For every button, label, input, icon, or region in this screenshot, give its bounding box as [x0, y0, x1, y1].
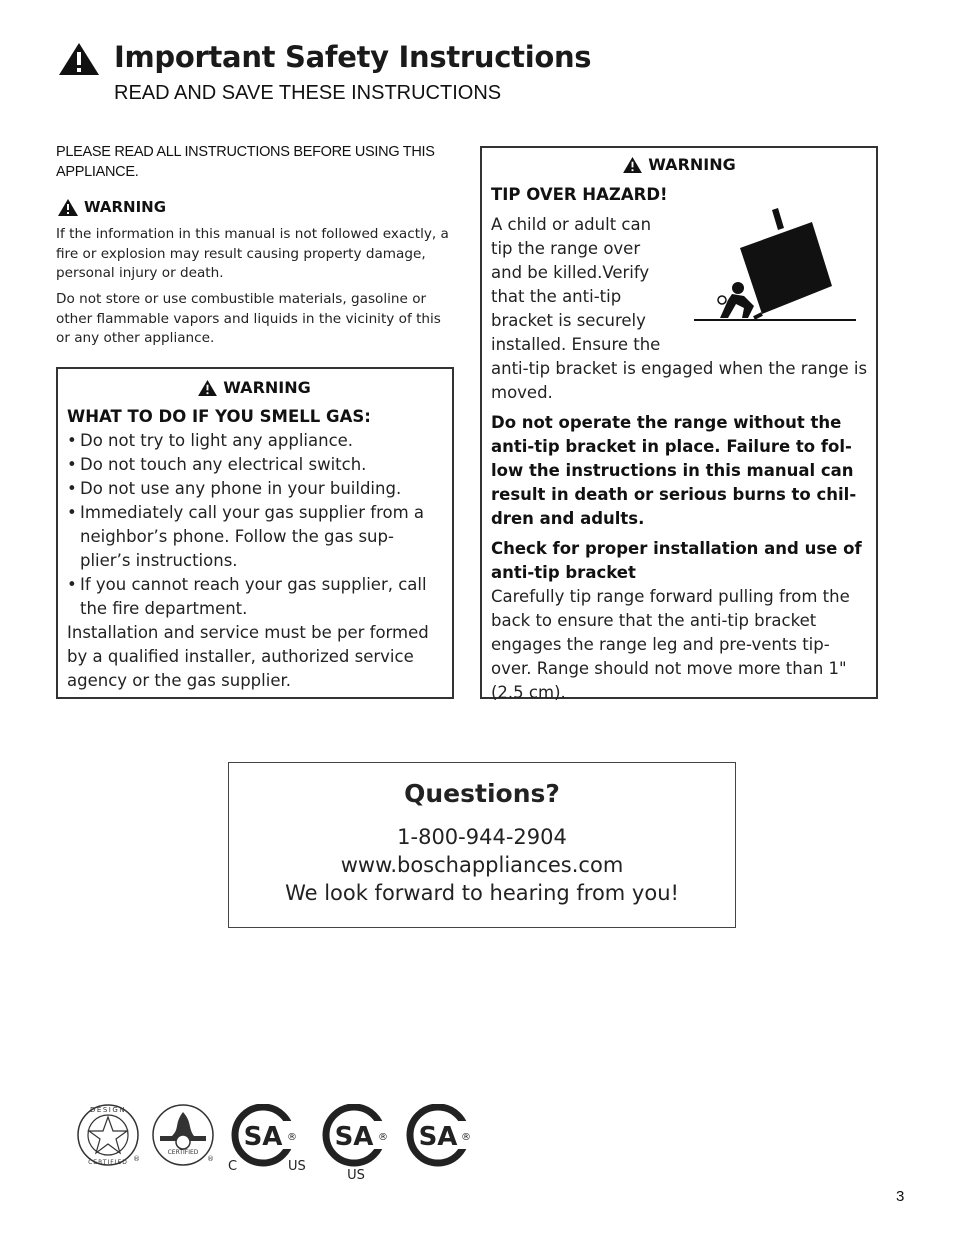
svg-text:US: US — [288, 1159, 306, 1174]
svg-text:®: ® — [378, 1132, 388, 1143]
gas-bullet: • Immediately call your gas supplier from a neighbor’s phone. Follow the gas sup-plier’s instructions. — [67, 501, 442, 573]
page-number: 3 — [896, 1188, 905, 1205]
tip-bold-warning: Do not operate the range without the anti-tip bracket in place. Failure to fol-low the instructions in this manual can result in death or serious burns to chil-dren and adults. — [491, 413, 857, 528]
website-link[interactable]: www.boschappliances.com — [340, 853, 624, 877]
certification-logos — [76, 1104, 476, 1184]
tip-heading: TIP OVER HAZARD! — [491, 185, 668, 204]
svg-text:®: ® — [287, 1132, 297, 1143]
warning-icon — [623, 157, 642, 173]
csa-c-us-logo — [228, 1107, 306, 1174]
svg-text:DESIGN: DESIGN — [90, 1106, 126, 1114]
check-heading: Check for proper installation and use of anti-tip bracket — [491, 539, 862, 582]
header-warning-icon — [58, 42, 100, 80]
tip-intro — [491, 213, 868, 405]
warning-label: WARNING — [223, 378, 311, 397]
questions-box — [228, 762, 736, 928]
svg-text:®: ® — [461, 1132, 471, 1143]
svg-text:®: ® — [207, 1155, 214, 1163]
warning-label: WARNING — [84, 198, 167, 216]
questions-title: Questions? — [404, 779, 560, 808]
page-title: Important Safety Instructions — [114, 40, 592, 74]
read-instructions-notice: PLEASE READ ALL INSTRUCTIONS BEFORE USING THIS APPLIANCE. — [56, 144, 435, 180]
tip-warning-box — [480, 146, 878, 702]
warning-paragraph-storage: Do not store or use combustible materials, gasoline or other flammable vapors and liquids in the vicinity of this or any other appliance. — [56, 291, 441, 346]
intro-warning-heading — [58, 198, 166, 216]
svg-text:CERTIFIED: CERTIFIED — [88, 1159, 128, 1166]
gas-bullet: • Do not use any phone in your building. — [67, 477, 442, 501]
warning-label: WARNING — [648, 155, 736, 174]
warning-paragraph-fire: If the information in this manual is not followed exactly, a fire or explosion may result causing property damage, personal injury or death. — [56, 226, 449, 281]
closing-text: We look forward to hearing from you! — [285, 881, 679, 905]
certified-flame-logo — [153, 1105, 214, 1165]
gas-warning-box — [56, 367, 454, 699]
svg-text:SA: SA — [418, 1122, 458, 1152]
csa-logo — [410, 1107, 471, 1163]
svg-text:®: ® — [133, 1155, 140, 1163]
gas-bullet: • Do not touch any electrical switch. — [67, 453, 442, 477]
svg-text:C: C — [228, 1159, 238, 1174]
design-certified-logo — [78, 1105, 140, 1166]
warning-icon — [58, 199, 78, 216]
phone-number[interactable]: 1-800-944-2904 — [397, 825, 567, 849]
gas-heading: WHAT TO DO IF YOU SMELL GAS: — [67, 407, 371, 426]
svg-text:CERTIFIED: CERTIFIED — [167, 1149, 199, 1156]
svg-text:SA: SA — [334, 1122, 374, 1152]
svg-text:US: US — [347, 1168, 365, 1183]
gas-warning-heading — [67, 376, 442, 400]
tip-warning-heading — [491, 153, 868, 177]
check-text: Carefully tip range forward pulling from the back to ensure that the anti-tip bracket engages the range leg and pre-vents tip-over. Range should not move more than 1" (2.5 cm). — [491, 587, 850, 702]
svg-text:SA: SA — [243, 1122, 283, 1152]
page-subtitle: READ AND SAVE THESE INSTRUCTIONS — [114, 82, 502, 104]
tip-intro-text: A child or adult can tip the range over and be killed.Verify that the anti-tip bracket is securely installed. Ensure the anti-tip bracket is engaged when the range is moved. — [491, 215, 868, 402]
warning-icon — [198, 380, 217, 396]
gas-bullet: • Do not try to light any appliance. — [67, 429, 442, 453]
gas-bullet: • If you cannot reach your gas supplier, call the fire department. — [67, 573, 442, 621]
gas-installation-note: Installation and service must be per formed by a qualified installer, authorized service agency or the gas supplier. — [67, 623, 429, 690]
csa-us-logo — [326, 1107, 388, 1183]
